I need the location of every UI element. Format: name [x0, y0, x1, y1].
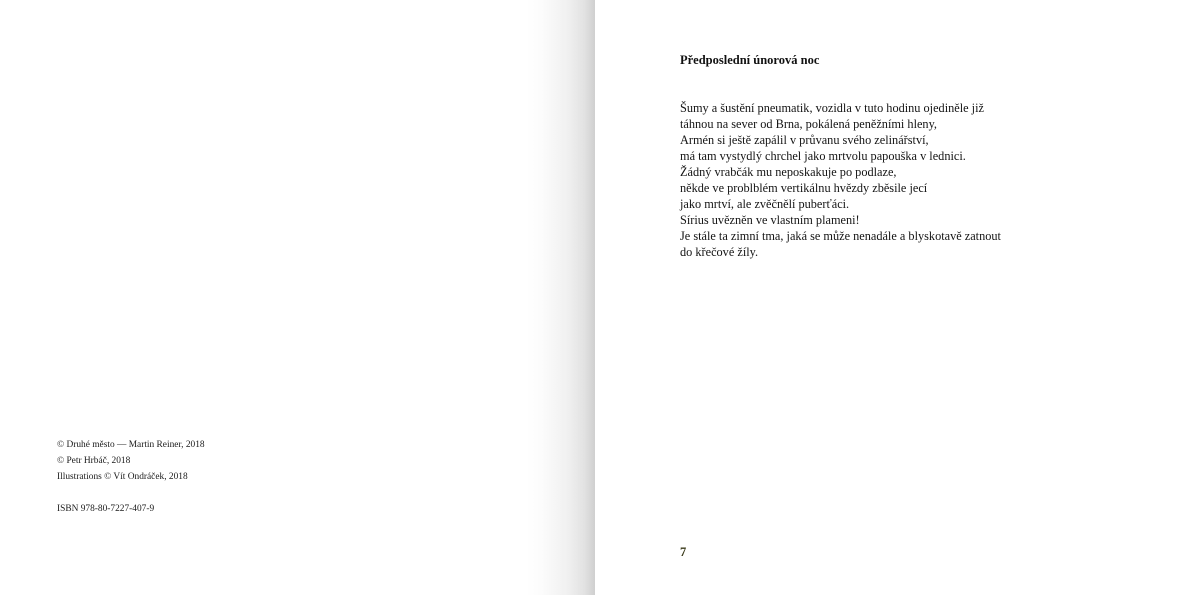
page-number: 7	[680, 545, 687, 559]
poem-line: Je stále ta zimní tma, jaká se může nenadále a blyskotavě zatnout	[680, 229, 1001, 243]
imprint-block	[57, 437, 205, 517]
poem-body	[680, 100, 1001, 260]
imprint-line-copyright-author: © Petr Hrbáč, 2018	[57, 456, 131, 466]
poem-line: Žádný vrabčák mu neposkakuje po podlaze,	[680, 165, 897, 179]
poem-line: má tam vystydlý chrchel jako mrtvolu papouška v lednici.	[680, 149, 966, 163]
gutter-shadow	[525, 0, 595, 595]
poem-line: Sírius uvězněn ve vlastním plameni!	[680, 213, 860, 227]
poem-line: někde ve problblém vertikálnu hvězdy zběsile jecí	[680, 181, 928, 195]
poem-line: jako mrtví, ale zvěčnělí puberťáci.	[680, 197, 850, 211]
imprint-line-copyright-text: © Druhé město — Martin Reiner, 2018	[57, 440, 205, 450]
right-page	[595, 0, 1190, 595]
poem-title: Předposlední únorová noc	[680, 53, 820, 67]
imprint-line-copyright-illustrations: Illustrations © Vít Ondráček, 2018	[57, 472, 188, 482]
poem-line: Armén si ještě zapálil v průvanu svého zelinářství,	[680, 133, 929, 147]
poem-line: táhnou na sever od Brna, pokálená peněžními hleny,	[680, 117, 938, 131]
poem-line: do křečové žíly.	[680, 245, 759, 259]
poem-line: Šumy a šustění pneumatik, vozidla v tuto hodinu ojediněle již	[680, 101, 984, 115]
isbn: ISBN 978-80-7227-407-9	[57, 504, 155, 514]
